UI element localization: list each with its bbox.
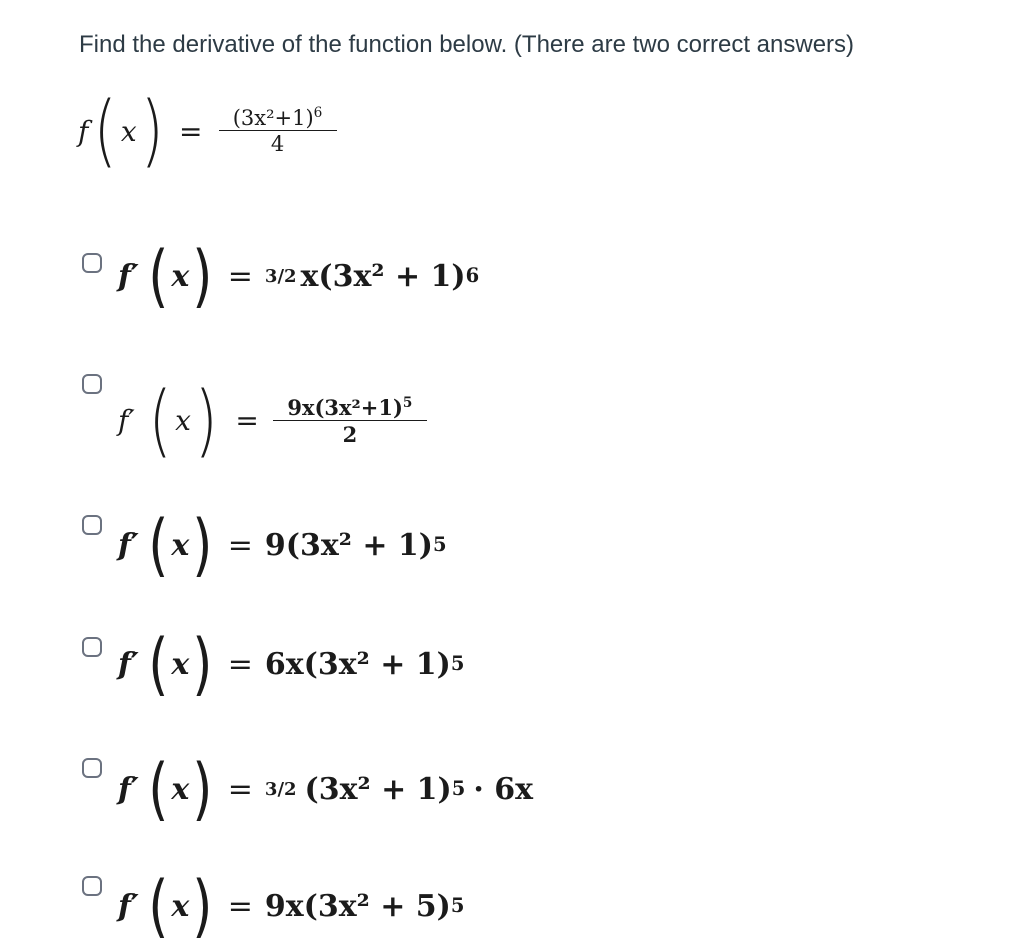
- option-3-formula: f′ ( x ) = 9(3x² + 1) 5: [118, 505, 447, 585]
- option-6-formula: f′ ( x ) = 9x(3x² + 5) 5: [118, 866, 465, 946]
- option-1-var: x: [171, 258, 190, 294]
- option-1-expression: x(3x² + 1): [300, 258, 466, 294]
- option-3-var: x: [171, 527, 190, 563]
- function-denominator: 4: [219, 130, 337, 156]
- option-1-coefficient: 3/2: [264, 265, 297, 287]
- option-2-var: x: [175, 404, 191, 437]
- option-2-checkbox[interactable]: [82, 374, 102, 394]
- option-2-lhs: f′: [118, 404, 135, 437]
- option-5-tail: · 6x: [473, 771, 533, 807]
- given-function: f ( x ) = $\frac{(3x^2+1)^6}{4}$: [78, 86, 337, 176]
- option-2-fraction: [273, 395, 427, 447]
- option-2-numerator: 9x(3x²+1): [287, 394, 403, 420]
- option-5-formula: f′ ( x ) = 3/2 (3x² + 1) 5 · 6x: [118, 749, 533, 829]
- function-name: f: [78, 114, 89, 148]
- option-5-coefficient: 3/2: [264, 778, 297, 800]
- option-5-expression: (3x² + 1): [304, 771, 452, 807]
- option-6-lhs: f′: [118, 888, 139, 924]
- option-2-denominator: 2: [273, 420, 427, 447]
- option-4-checkbox[interactable]: [82, 637, 102, 657]
- option-3-checkbox[interactable]: [82, 515, 102, 535]
- function-exponent: 6: [313, 105, 323, 121]
- option-4-expression: 6x(3x² + 1): [264, 646, 451, 682]
- function-fraction: [219, 106, 337, 156]
- option-1-formula: f′ ( x ) = 3/2 x(3x² + 1) 6: [118, 236, 480, 316]
- question-text: Find the derivative of the function below. (There are two correct answers): [79, 31, 855, 58]
- option-1-lhs: f′: [118, 258, 139, 294]
- option-2-formula: f′ ( x ) = $\frac{9x(3x^2+1)^5}{2}$: [118, 373, 427, 468]
- option-5-var: x: [171, 771, 190, 807]
- function-numerator: (3x²+1): [232, 106, 314, 130]
- option-6-var: x: [171, 888, 190, 924]
- option-6-expression: 9x(3x² + 5): [264, 888, 451, 924]
- option-3-expression: 9(3x² + 1): [264, 527, 433, 563]
- option-4-formula: f′ ( x ) = 6x(3x² + 1) 5: [118, 624, 465, 704]
- function-variable: x: [120, 114, 137, 148]
- option-1-checkbox[interactable]: [82, 253, 102, 273]
- option-5-lhs: f′: [118, 771, 139, 807]
- option-4-var: x: [171, 646, 190, 682]
- option-2-exponent: 5: [402, 394, 413, 411]
- option-5-checkbox[interactable]: [82, 758, 102, 778]
- option-6-checkbox[interactable]: [82, 876, 102, 896]
- option-4-lhs: f′: [118, 646, 139, 682]
- option-3-lhs: f′: [118, 527, 139, 563]
